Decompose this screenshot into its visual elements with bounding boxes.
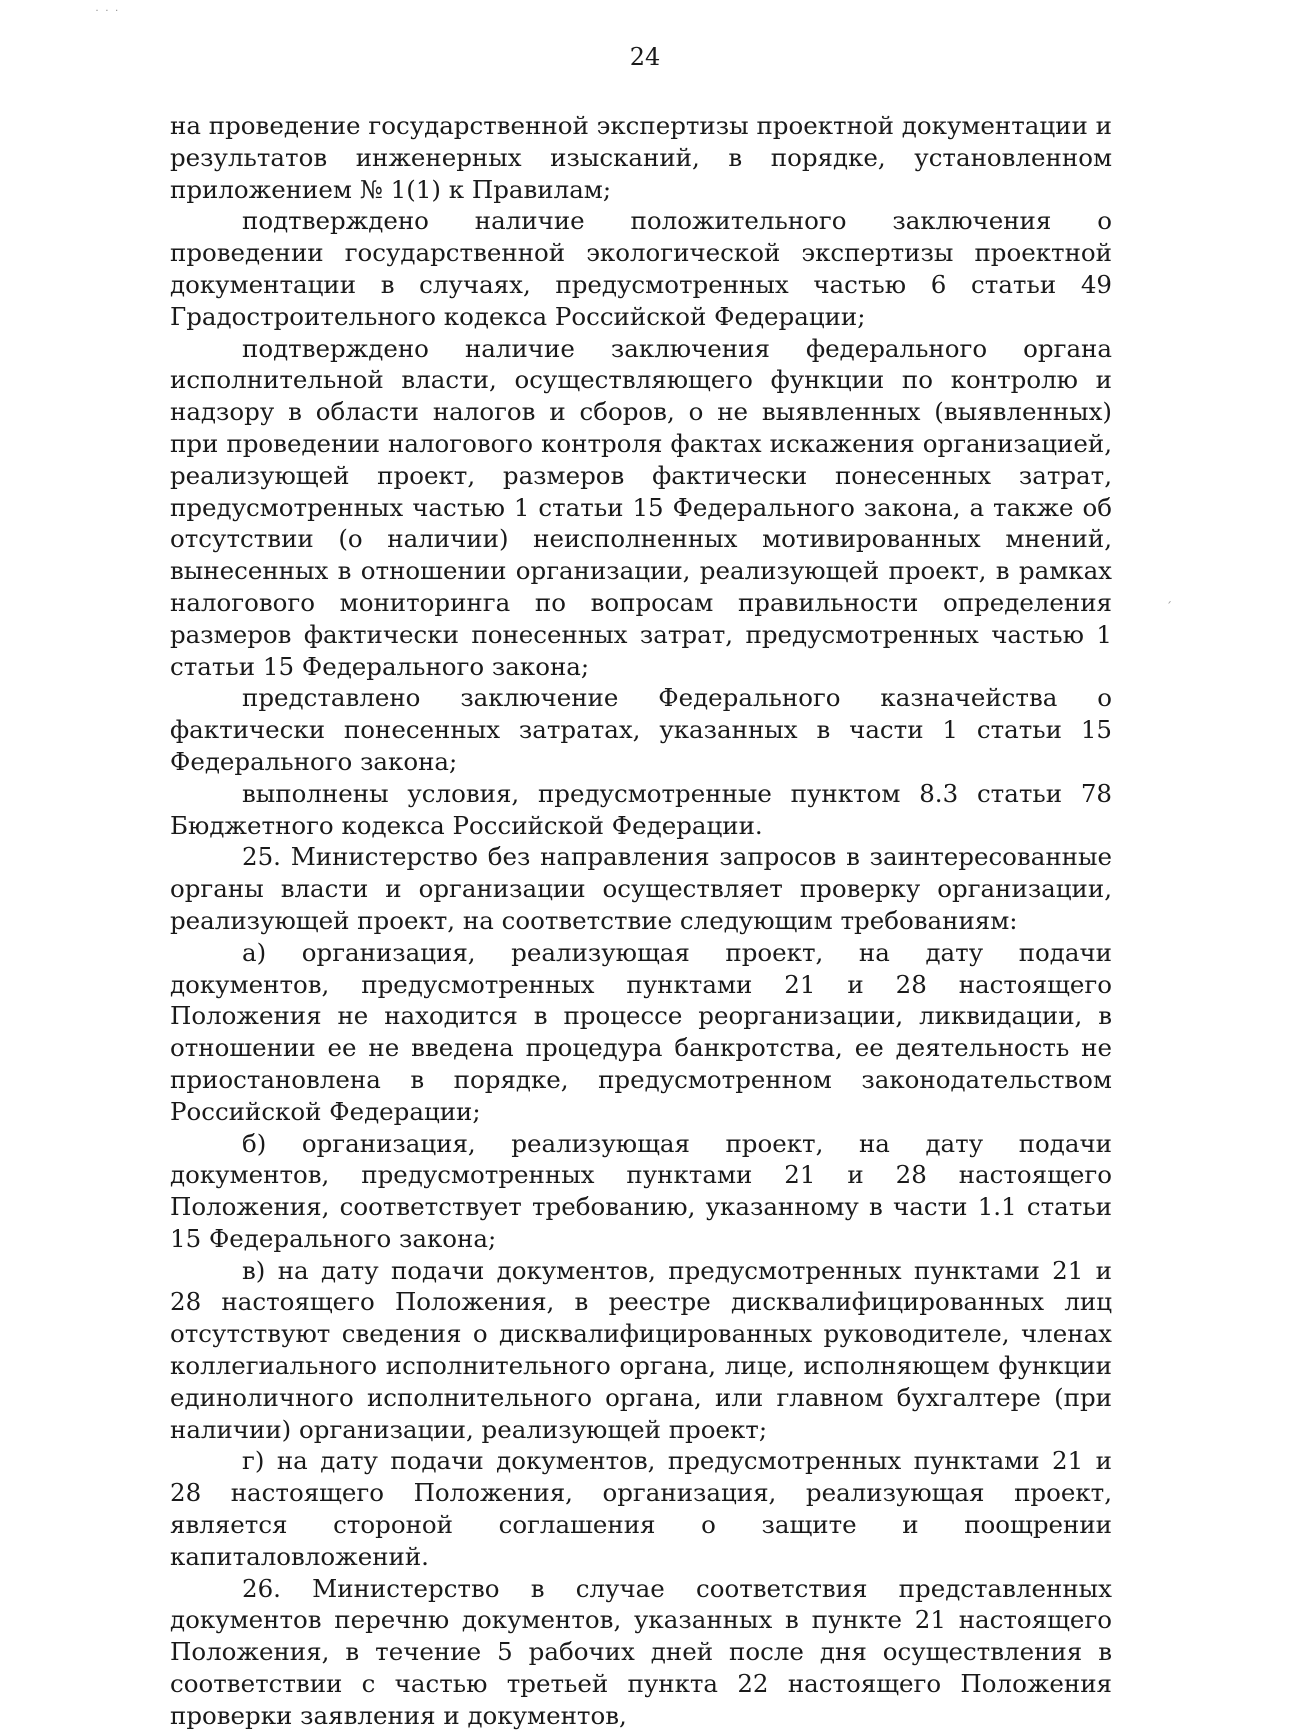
- scan-artifact-mark: ˙ ˙ ˙: [94, 8, 120, 22]
- paragraph-clause-25-g: г) на дату подачи документов, предусмотренных пунктами 21 и 28 настоящего Положения, организация, реализующая проект, является стороной соглашения о защите и поощрении капиталовложений.: [170, 1446, 1112, 1571]
- paragraph-eco-expertise: подтверждено наличие положительного заключения о проведении государственной экологической экспертизы проектной документации в случаях, предусмотренных частью 6 статьи 49 Градостроительного кодекса Российской Федерации;: [170, 206, 1112, 331]
- paragraph-budget-code-conditions: выполнены условия, предусмотренные пунктом 8.3 статьи 78 Бюджетного кодекса Российской Федерации.: [170, 778, 1112, 840]
- paragraph-tax-authority-conclusion: подтверждено наличие заключения федерального органа исполнительной власти, осуществляющего функции по контролю и надзору в области налогов и сборов, о не выявленных (выявленных) при проведении налогового контроля фактах искажения организацией, реализующей проект, размеров фактически понесенных затрат, предусмотренных частью 1 статьи 15 Федерального закона, а также об отсутствии (о наличии) неисполненных мотивированных мнений, вынесенных в отношении организации, реализующей проект, в рамках налогового мониторинга по вопросам правильности определения размеров фактически понесенных затрат, предусмотренных частью 1 статьи 15 Федерального закона;: [170, 333, 1112, 681]
- paragraph-clause-25: 25. Министерство без направления запросов в заинтересованные органы власти и организации осуществляет проверку организации, реализующей проект, на соответствие следующим требованиям:: [170, 842, 1112, 935]
- paragraph-treasury-conclusion: представлено заключение Федерального казначейства о фактически понесенных затратах, указанных в части 1 статьи 15 Федерального закона;: [170, 683, 1112, 776]
- paragraph-clause-25-b: б) организация, реализующая проект, на дату подачи документов, предусмотренных пунктами 21 и 28 настоящего Положения, соответствует требованию, указанному в части 1.1 статьи 15 Федерального закона;: [170, 1128, 1112, 1253]
- paragraph-continuation: на проведение государственной экспертизы проектной документации и результатов инженерных изысканий, в порядке, установленном приложением № 1(1) к Правилам;: [170, 111, 1112, 204]
- paragraph-clause-25-v: в) на дату подачи документов, предусмотренных пунктами 21 и 28 настоящего Положения, в реестре дисквалифицированных лиц отсутствуют сведения о дисквалифицированных руководителе, членах коллегиального исполнительного органа, лице, исполняющем функции единоличного исполнительного органа, или главном бухгалтере (при наличии) организации, реализующей проект;: [170, 1255, 1112, 1444]
- page-number: 24: [629, 43, 661, 71]
- paragraph-clause-25-a: а) организация, реализующая проект, на дату подачи документов, предусмотренных пунктами 21 и 28 настоящего Положения не находится в процессе реорганизации, ликвидации, в отношении ее не введена процедура банкротства, ее деятельность не приостановлена в порядке, предусмотренном законодательством Российской Федерации;: [170, 937, 1112, 1126]
- scan-artifact-mark: ˊ: [1166, 600, 1172, 614]
- document-body: [170, 110, 1112, 1732]
- paragraph-clause-26: 26. Министерство в случае соответствия представленных документов перечню документов, указанных в пункте 21 настоящего Положения, в течение 5 рабочих дней после дня осуществления в соответствии с частью третьей пункта 22 настоящего Положения проверки заявления и документов,: [170, 1573, 1112, 1730]
